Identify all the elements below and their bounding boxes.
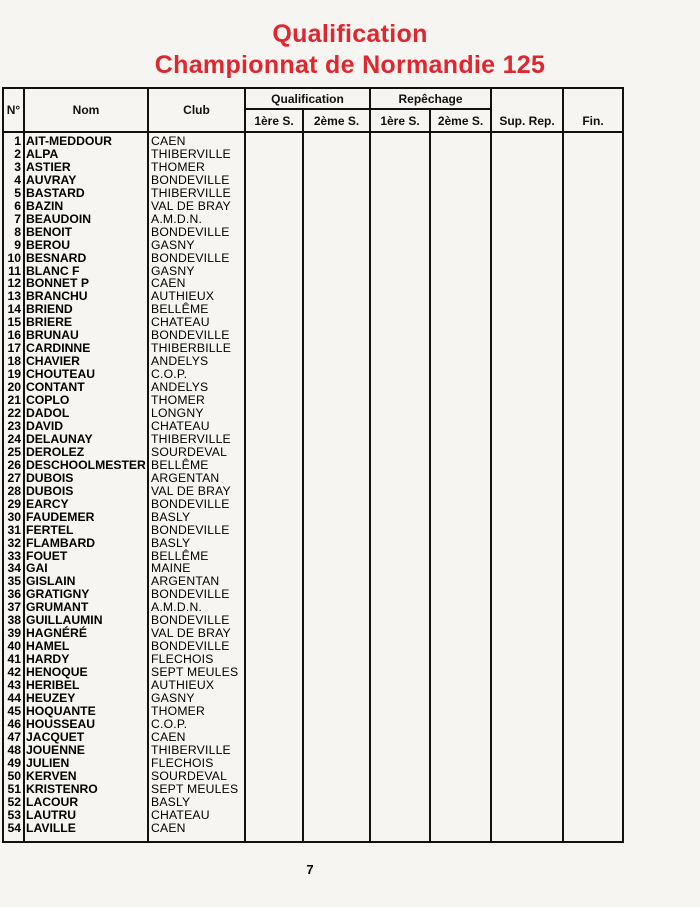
- rider-name: BRUNAU: [26, 328, 79, 343]
- rider-club: CAEN: [151, 276, 186, 291]
- rider-club: ANDELYS: [151, 380, 209, 395]
- rider-name: FOUET: [26, 548, 68, 563]
- rider-club: BONDEVILLE: [151, 522, 230, 537]
- rider-name: CARDINNE: [26, 341, 91, 356]
- rider-number: 29: [7, 496, 21, 511]
- rider-number: 24: [7, 431, 21, 446]
- rider-number: 16: [7, 328, 21, 343]
- rider-number: 27: [7, 470, 21, 485]
- rider-name: DEROLEZ: [26, 444, 85, 459]
- rider-club: GASNY: [151, 263, 195, 278]
- rider-number: 42: [7, 665, 21, 680]
- rider-number: 39: [7, 626, 21, 641]
- rider-club: GASNY: [151, 237, 195, 252]
- rider-number: 47: [7, 729, 21, 744]
- number-column: [3, 132, 24, 842]
- rider-club: BELLÊME: [151, 457, 209, 472]
- rider-club: FLECHOIS: [151, 652, 214, 667]
- rider-name: BONNET P: [26, 276, 89, 291]
- rider-club: SOURDEVAL: [151, 444, 228, 459]
- rider-number: 44: [7, 690, 21, 705]
- rider-name: GRUMANT: [26, 600, 89, 615]
- rider-name: CHOUTEAU: [26, 367, 96, 382]
- rider-name: HERIBEL: [26, 678, 80, 693]
- rider-club: VAL DE BRAY: [151, 626, 231, 641]
- rider-name: JULIEN: [26, 755, 70, 770]
- rider-name: BENOIT: [26, 224, 73, 239]
- rider-club: GASNY: [151, 690, 195, 705]
- rider-name: BEROU: [26, 237, 71, 252]
- club-column: [148, 132, 245, 842]
- title-qualification: Qualification: [272, 20, 428, 48]
- rider-name: DELAUNAY: [26, 431, 93, 446]
- rider-number: 7: [14, 211, 21, 226]
- rider-number: 46: [7, 716, 21, 731]
- rider-number: 28: [7, 483, 21, 498]
- rider-number: 30: [7, 509, 21, 524]
- header-repechage: Repêchage: [370, 88, 491, 109]
- rider-club: SEPT MEULES: [151, 781, 239, 796]
- rider-club: LONGNY: [151, 406, 204, 421]
- rider-club: CHATEAU: [151, 315, 210, 330]
- rider-number: 15: [7, 315, 21, 330]
- rider-number: 3: [14, 159, 21, 174]
- fin-column: [563, 132, 623, 842]
- rider-club: BONDEVILLE: [151, 224, 230, 239]
- rider-club: VAL DE BRAY: [151, 483, 231, 498]
- rider-number: 53: [7, 807, 21, 822]
- rider-name: HAMEL: [26, 639, 70, 654]
- rider-name: LAVILLE: [26, 820, 76, 835]
- rider-club: BASLY: [151, 509, 191, 524]
- rider-club: CAEN: [151, 729, 186, 744]
- rider-number: 48: [7, 742, 21, 757]
- name-column: [24, 132, 148, 842]
- rider-club: BONDEVILLE: [151, 639, 230, 654]
- rider-club: MAINE: [151, 561, 191, 576]
- rider-club: CHATEAU: [151, 418, 210, 433]
- rider-number: 45: [7, 703, 21, 718]
- rider-name: DUBOIS: [26, 470, 74, 485]
- rider-club: ARGENTAN: [151, 574, 220, 589]
- rider-number: 34: [7, 561, 21, 576]
- rider-club: THIBERVILLE: [151, 185, 231, 200]
- rider-club: BELLÊME: [151, 302, 209, 317]
- rider-name: DADOL: [26, 406, 70, 421]
- rider-number: 50: [7, 768, 21, 783]
- page-number: 7: [306, 862, 314, 877]
- rider-number: 13: [7, 289, 21, 304]
- repechage-1ere-column: [370, 132, 430, 842]
- rider-club: AUTHIEUX: [151, 289, 215, 304]
- rider-club: ARGENTAN: [151, 470, 220, 485]
- rider-club: THOMER: [151, 703, 206, 718]
- rider-club: ANDELYS: [151, 354, 209, 369]
- rider-number: 5: [14, 185, 21, 200]
- rider-name: HENOQUE: [26, 665, 88, 680]
- rider-club: BONDEVILLE: [151, 587, 230, 602]
- title-championnat: Championnat de Normandie 125: [154, 51, 546, 79]
- header-nom: Nom: [24, 88, 148, 132]
- rider-club: A.M.D.N.: [151, 211, 203, 226]
- sup-rep-column: [491, 132, 563, 842]
- rider-name: GISLAIN: [26, 574, 76, 589]
- rider-number: 14: [7, 302, 21, 317]
- rider-club: BONDEVILLE: [151, 250, 230, 265]
- rider-number: 2: [14, 146, 21, 161]
- rider-number: 4: [14, 172, 21, 187]
- rider-number: 43: [7, 678, 21, 693]
- rider-number: 54: [7, 820, 21, 835]
- rider-number: 37: [7, 600, 21, 615]
- rider-club: FLECHOIS: [151, 755, 214, 770]
- rider-name: BASTARD: [26, 185, 85, 200]
- rider-number: 23: [7, 418, 21, 433]
- rider-club: THIBERVILLE: [151, 431, 231, 446]
- rider-club: SEPT MEULES: [151, 665, 239, 680]
- rider-number: 33: [7, 548, 21, 563]
- header-sup-rep: Sup. Rep.: [491, 88, 563, 132]
- rider-name: EARCY: [26, 496, 69, 511]
- rider-name: JACQUET: [26, 729, 85, 744]
- rider-name: HOQUANTE: [26, 703, 96, 718]
- header-qualif-2eme: 2ème S.: [303, 109, 370, 132]
- rider-club: THOMER: [151, 159, 206, 174]
- rider-club: THIBERVILLE: [151, 742, 231, 757]
- header-repechage-2eme: 2ème S.: [430, 109, 491, 132]
- header-qualif-1ere: 1ère S.: [245, 109, 303, 132]
- rider-club: BONDEVILLE: [151, 613, 230, 628]
- rider-club: C.O.P.: [151, 367, 188, 382]
- rider-name: BRANCHU: [26, 289, 88, 304]
- rider-name: BAZIN: [26, 198, 64, 213]
- rider-name: BLANC F: [26, 263, 80, 278]
- rider-number: 1: [14, 134, 21, 148]
- rider-name: AUVRAY: [26, 172, 77, 187]
- rider-number: 32: [7, 535, 21, 550]
- results-table: [2, 87, 624, 843]
- rider-name: KRISTENRO: [26, 781, 98, 796]
- rider-number: 20: [7, 380, 21, 395]
- rider-name: ALPA: [26, 146, 59, 161]
- rider-name: HOUSSEAU: [26, 716, 96, 731]
- rider-name: JOUENNE: [26, 742, 85, 757]
- rider-name: DESCHOOLMESTER: [26, 457, 146, 472]
- rider-number: 21: [7, 393, 21, 408]
- rider-club: BASLY: [151, 535, 191, 550]
- rider-club: A.M.D.N.: [151, 600, 203, 615]
- header-num: N°: [3, 88, 24, 132]
- rider-club: BELLÊME: [151, 548, 209, 563]
- rider-number: 11: [8, 263, 21, 278]
- rider-name: HEUZEY: [26, 690, 76, 705]
- rider-name: BRIEND: [26, 302, 73, 317]
- rider-name: BESNARD: [26, 250, 87, 265]
- rider-name: AIT-MEDDOUR: [26, 134, 112, 148]
- rider-number: 10: [7, 250, 21, 265]
- rider-club: AUTHIEUX: [151, 678, 215, 693]
- rider-name: FAUDEMER: [26, 509, 95, 524]
- rider-name: HAGNÉRÉ: [26, 626, 87, 641]
- rider-number: 18: [7, 354, 21, 369]
- rider-number: 38: [7, 613, 21, 628]
- rider-number: 25: [7, 444, 21, 459]
- rider-number: 8: [14, 224, 21, 239]
- rider-number: 17: [7, 341, 21, 356]
- rider-club: CAEN: [151, 134, 186, 148]
- rider-number: 9: [14, 237, 21, 252]
- rider-number: 26: [7, 457, 21, 472]
- rider-name: FLAMBARD: [26, 535, 96, 550]
- rider-number: 6: [14, 198, 21, 213]
- header-fin: Fin.: [563, 88, 623, 132]
- rider-number: 19: [7, 367, 21, 382]
- repechage-2eme-column: [430, 132, 491, 842]
- rider-name: BRIERE: [26, 315, 73, 330]
- rider-name: CONTANT: [26, 380, 85, 395]
- rider-name: DUBOIS: [26, 483, 74, 498]
- rider-number: 31: [7, 522, 21, 537]
- rider-club: CHATEAU: [151, 807, 210, 822]
- rider-name: HARDY: [26, 652, 70, 667]
- header-qualification: Qualification: [245, 88, 370, 109]
- rider-name: FERTEL: [26, 522, 74, 537]
- rider-name: LAUTRU: [26, 807, 77, 822]
- rider-name: GAI: [26, 561, 48, 576]
- rider-club: THIBERBILLE: [151, 341, 232, 356]
- header-club: Club: [148, 88, 245, 132]
- rider-number: 51: [7, 781, 21, 796]
- rider-name: COPLO: [26, 393, 70, 408]
- rider-number: 49: [7, 755, 21, 770]
- rider-name: ASTIER: [26, 159, 71, 174]
- rider-number: 22: [7, 406, 21, 421]
- rider-name: CHAVIER: [26, 354, 80, 369]
- rider-club: CAEN: [151, 820, 186, 835]
- rider-name: DAVID: [26, 418, 64, 433]
- rider-number: 12: [7, 276, 21, 291]
- rider-name: GRATIGNY: [26, 587, 90, 602]
- qualif-2eme-column: [303, 132, 370, 842]
- rider-name: GUILLAUMIN: [26, 613, 103, 628]
- rider-name: KERVEN: [26, 768, 77, 783]
- rider-name: LACOUR: [26, 794, 79, 809]
- rider-club: THIBERVILLE: [151, 146, 231, 161]
- rider-club: BASLY: [151, 794, 191, 809]
- rider-number: 36: [7, 587, 21, 602]
- rider-club: BONDEVILLE: [151, 172, 230, 187]
- rider-club: SOURDEVAL: [151, 768, 228, 783]
- qualif-1ere-column: [245, 132, 303, 842]
- rider-number: 41: [7, 652, 21, 667]
- rider-club: BONDEVILLE: [151, 328, 230, 343]
- rider-club: C.O.P.: [151, 716, 188, 731]
- rider-number: 40: [7, 639, 21, 654]
- rider-club: THOMER: [151, 393, 206, 408]
- rider-club: BONDEVILLE: [151, 496, 230, 511]
- rider-number: 52: [7, 794, 21, 809]
- header-repechage-1ere: 1ère S.: [370, 109, 430, 132]
- rider-club: VAL DE BRAY: [151, 198, 231, 213]
- rider-number: 35: [7, 574, 21, 589]
- rider-name: BEAUDOIN: [26, 211, 92, 226]
